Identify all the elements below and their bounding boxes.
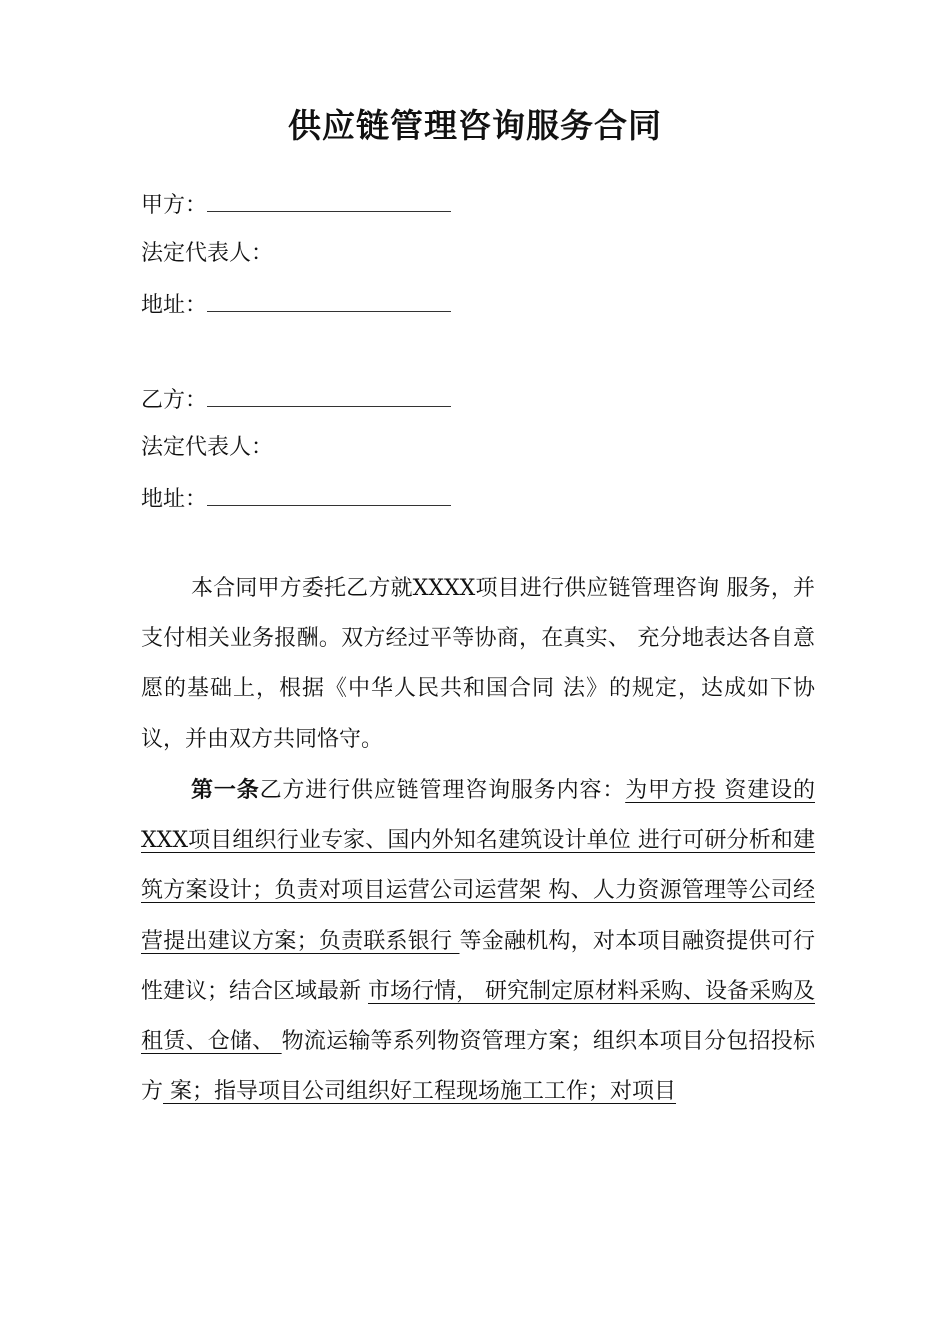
party-b-rep-field — [141, 432, 273, 464]
party-a-name-label: 甲方： — [141, 193, 208, 218]
article-1-underlined-segment-1: 为甲方投 资建设的XXX项目组织行业专家、国内外知名建筑设计单位 进行可研分析和建筑方案设计；负责对项目运营公司运营架 构、人力资源管理等公司经营提出建议方案；负责联系银行 — [141, 778, 815, 954]
party-a-address-field — [141, 287, 451, 322]
party-b-address-blank — [207, 481, 451, 506]
preamble-paragraph: 本合同甲方委托乙方就XXXX项目进行供应链管理咨询 服务，并支付相关业务报酬。双方经过平等协商，在真实、 充分地表达各自意愿的基础上，根据《中华人民共和国合同 法》的规定，达成如下协议，并由双方共同恪守。 — [141, 576, 815, 752]
party-b-address-label: 地址： — [141, 487, 208, 512]
party-a-name-field — [141, 187, 451, 222]
article-1-underlined-segment-3: 市场行情， 研究制定原材料采购、设备采购及租赁、仓储、 — [141, 978, 815, 1055]
article-1-intro: 乙方进行供应链管理咨询服务内容： — [259, 778, 626, 803]
article-1-paragraph — [141, 765, 815, 1117]
party-a-name-blank — [207, 187, 451, 212]
article-1-heading: 第一条 — [191, 777, 260, 803]
party-b-rep-label: 法定代表人： — [141, 435, 274, 460]
party-b-address-field — [141, 481, 451, 516]
party-a-address-blank — [207, 287, 451, 312]
contract-title: 供应链管理咨询服务合同 — [288, 106, 662, 145]
party-b-name-label: 乙方： — [141, 388, 208, 413]
article-1-underlined-segment-5: 案；指导项目公司组织好工程现场施工工作；对项目 — [163, 1079, 677, 1105]
party-a-rep-label: 法定代表人： — [141, 241, 274, 266]
article-1-segment-2: 等金融机构，对本项目融资提供可行性建议；结合区域最新 — [141, 928, 815, 1004]
party-a-rep-field — [141, 238, 273, 270]
party-b-name-blank — [207, 382, 451, 407]
party-b-name-field — [141, 382, 451, 417]
article-1-segment-4: 物流运输等系列物资管理方案；组织本项目分包招投标方 — [141, 1029, 815, 1105]
party-a-address-label: 地址： — [141, 293, 208, 318]
